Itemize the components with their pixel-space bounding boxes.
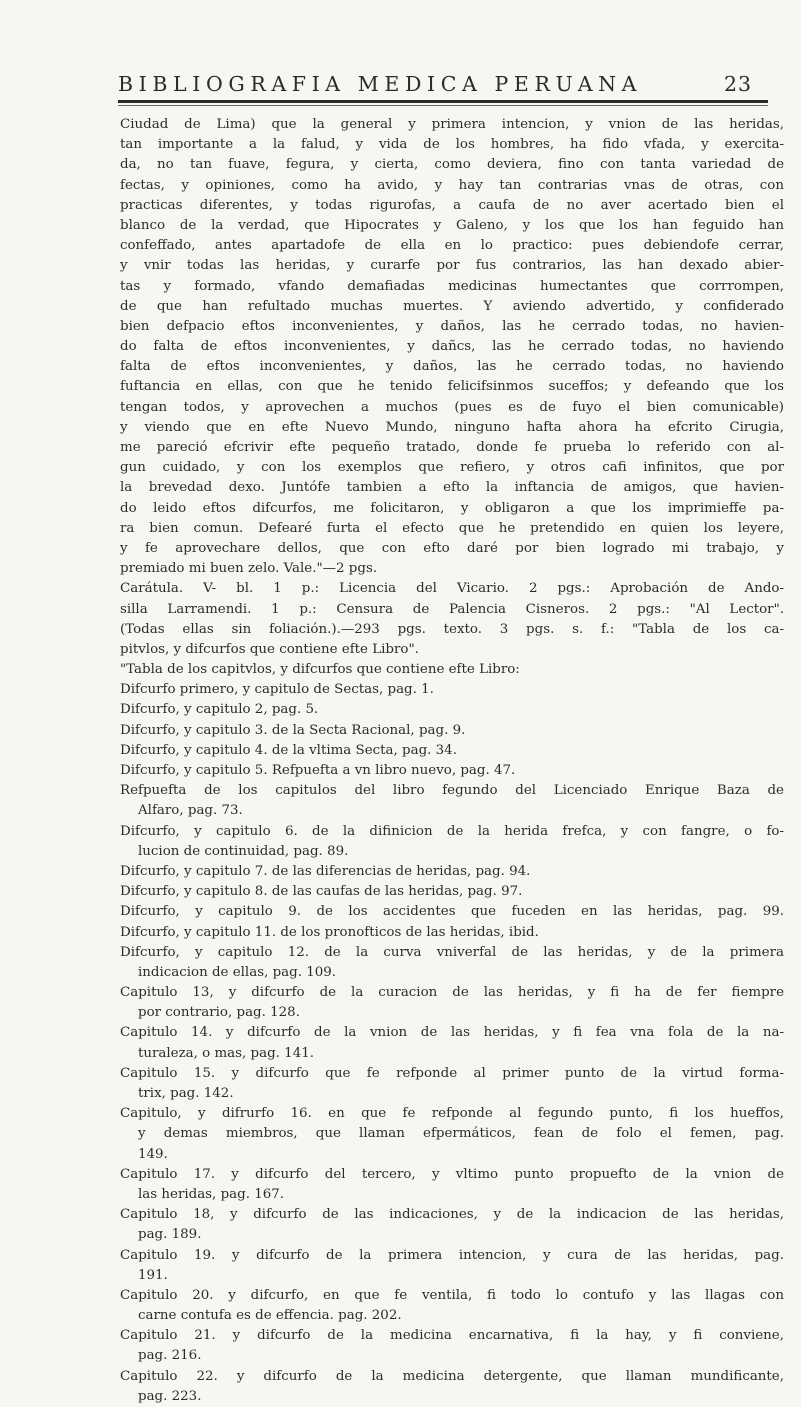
text-line: (Todas ellas sin foliación.).—293 pgs. texto. 3 pgs. s. f.: "Tabla de los ca- xyxy=(120,621,784,637)
text-line: practicas diferentes, y todas rigurofas, a caufa de no aver acertado bien el xyxy=(120,197,784,213)
text-line: Capitulo 19. y difcurfo de la primera intencion, y cura de las heridas, pag. xyxy=(120,1247,784,1263)
text-line: trix, pag. 142. xyxy=(138,1086,234,1101)
text-line: 191. xyxy=(138,1267,168,1283)
text-line: Capitulo 14. y difcurfo de la vnion de las heridas, y fi fea vna fola de la na- xyxy=(120,1025,784,1041)
text-line: Capitulo, y difrurfo 16. en que fe refponde al fegundo punto, fi los hueffos, xyxy=(120,1106,784,1122)
text-line: Difcurfo, y capitulo 8. de las caufas de las heridas, pag. 97. xyxy=(120,884,523,900)
text-line: Capitulo 15. y difcurfo que fe refponde al primer punto de la virtud forma- xyxy=(120,1065,784,1081)
text-line: me pareció efcrivir efte pequeño tratado, donde fe prueba lo referido con al- xyxy=(120,440,784,455)
text-line: lucion de continuidad, pag. 89. xyxy=(138,843,349,859)
text-line: pag. 189. xyxy=(138,1227,202,1243)
text-line: Carátula. V- bl. 1 p.: Licencia del Vicario. 2 pgs.: Aprobación de Ando- xyxy=(120,581,784,597)
text-line: bien defpacio eftos inconvenientes, y daños, las he cerrado todas, no havien- xyxy=(120,318,784,334)
text-line: Difcurfo, y capitulo 9. de los accidentes que fuceden en las heridas, pag. 99. xyxy=(120,904,784,920)
text-line: 149. xyxy=(138,1146,168,1162)
text-line: ra bien comun. Defearé furta el efecto que he pretendido en quien los leyere, xyxy=(120,520,784,536)
text-line: Difcurfo, y capitulo 11. de los pronofticos de las heridas, ibid. xyxy=(120,924,539,940)
text-line: turaleza, o mas, pag. 141. xyxy=(138,1045,314,1061)
text-line: Difcurfo, y capitulo 7. de las diferencias de heridas, pag. 94. xyxy=(120,863,531,879)
text-line: Capitulo 17. y difcurfo del tercero, y vltimo punto propuefto de la vnion de xyxy=(120,1166,784,1182)
header-rule-thick xyxy=(118,100,768,103)
text-line: "Tabla de los capitvlos, y difcurfos que contiene efte Libro: xyxy=(120,662,520,678)
header-rule-thin xyxy=(118,105,768,106)
text-line: Capitulo 20. y difcurfo, en que fe ventila, fi todo lo contufo y las llagas con xyxy=(120,1287,784,1303)
text-line: las heridas, pag. 167. xyxy=(138,1186,285,1202)
text-line: por contrario, pag. 128. xyxy=(138,1005,300,1021)
text-line: Capitulo 21. y difcurfo de la medicina encarnativa, fi la hay, y fi conviene, xyxy=(120,1328,784,1344)
text-line: y demas miembros, que llaman efpermáticos, fean de folo el femen, pag. xyxy=(138,1126,784,1142)
text-line: falta de eftos inconvenientes, y daños, las he cerrado todas, no haviendo xyxy=(120,359,784,375)
text-line: indicacion de ellas, pag. 109. xyxy=(138,964,337,980)
running-header xyxy=(118,72,768,98)
text-line: fectas, y opiniones, como ha avido, y hay tan contrarias vnas de otras, con xyxy=(120,177,784,193)
text-line: pag. 223. xyxy=(138,1388,202,1404)
text-line: gun cuidado, y con los exemplos que refiero, y otros cafi infinitos, que por xyxy=(120,460,784,476)
text-line: Difcurfo, y capitulo 3. de la Secta Racional, pag. 9. xyxy=(120,722,466,738)
text-line: y fe aprovechare dellos, que con efto daré por bien logrado mi trabajo, y xyxy=(120,540,784,556)
text-line: Difcurfo primero, y capitulo de Sectas, pag. 1. xyxy=(120,682,434,698)
text-line: Capitulo 13, y difcurfo de la curacion de las heridas, y fi ha de fer fiempre xyxy=(120,985,784,1001)
text-line: Difcurfo, y capitulo 5. Refpuefta a vn libro nuevo, pag. 47. xyxy=(120,763,516,778)
text-line: tas y formado, vfando demafiadas medicinas humectantes que corrrompen, xyxy=(120,278,784,294)
text-line: tengan todos, y aprovechen a muchos (pues es de fuyo el bien comunicable) xyxy=(120,399,784,415)
body-text xyxy=(120,115,784,1407)
page-number: 23 xyxy=(724,72,753,96)
text-line: carne contufa es de effencia. pag. 202. xyxy=(138,1308,402,1324)
text-line: premiado mi buen zelo. Vale."—2 pgs. xyxy=(120,561,378,577)
text-line: la brevedad dexo. Juntófe tambien a efto la inftancia de amigos, que havien- xyxy=(120,480,784,496)
text-line: blanco de la verdad, que Hipocrates y Galeno, y los que los han feguido han xyxy=(120,217,784,233)
text-line: da, no tan fuave, fegura, y cierta, como deviera, fino con tanta variedad de xyxy=(120,157,784,173)
text-line: y vnir todas las heridas, y curarfe por fus contrarios, las han dexado abier- xyxy=(120,258,784,274)
text-line: Capitulo 18, y difcurfo de las indicaciones, y de la indicacion de las heridas, xyxy=(120,1207,784,1223)
text-line: Difcurfo, y capitulo 6. de la difinicion de la herida frefca, y con fangre, o fo- xyxy=(120,823,784,839)
text-line: tan importante a la falud, y vida de los hombres, ha fido vfada, y exercita- xyxy=(120,137,784,153)
text-line: pitvlos, y difcurfos que contiene efte Libro". xyxy=(120,641,419,657)
text-line: Difcurfo, y capitulo 4. de la vltima Secta, pag. 34. xyxy=(120,742,457,758)
text-line: y viendo que en efte Nuevo Mundo, ninguno hafta ahora ha efcrito Cirugia, xyxy=(120,419,784,435)
text-line: do falta de eftos inconvenientes, y dañcs, las he cerrado todas, no haviendo xyxy=(120,339,784,355)
running-title: BIBLIOGRAFIA MEDICA PERUANA xyxy=(118,72,643,96)
text-line: Ciudad de Lima) que la general y primera intencion, y vnion de las heridas, xyxy=(120,117,784,132)
text-line: do leido eftos difcurfos, me folicitaron, y obligaron a que los imprimieffe pa- xyxy=(120,500,784,516)
text-line: Difcurfo, y capitulo 12. de la curva vniverfal de las heridas, y de la primera xyxy=(120,944,784,960)
text-line: Refpuefta de los capitulos del libro fegundo del Licenciado Enrique Baza de xyxy=(120,783,784,799)
text-line: Alfaro, pag. 73. xyxy=(138,803,243,819)
text-line: confeffado, antes apartadofe de ella en lo practico: pues debiendofe cerrar, xyxy=(120,238,784,254)
text-line: silla Larramendi. 1 p.: Censura de Palencia Cisneros. 2 pgs.: "Al Lector". xyxy=(120,601,784,617)
text-line: Capitulo 22. y difcurfo de la medicina detergente, que llaman mundificante, xyxy=(120,1368,784,1384)
text-line: Difcurfo, y capitulo 2, pag. 5. xyxy=(120,702,319,718)
text-line: fuftancia en ellas, con que he tenido felicifsinmos suceffos; y defeando que los xyxy=(120,379,784,395)
text-line: pag. 216. xyxy=(138,1348,202,1364)
text-line: de que han refultado muchas muertes. Y aviendo advertido, y confiderado xyxy=(120,298,784,314)
